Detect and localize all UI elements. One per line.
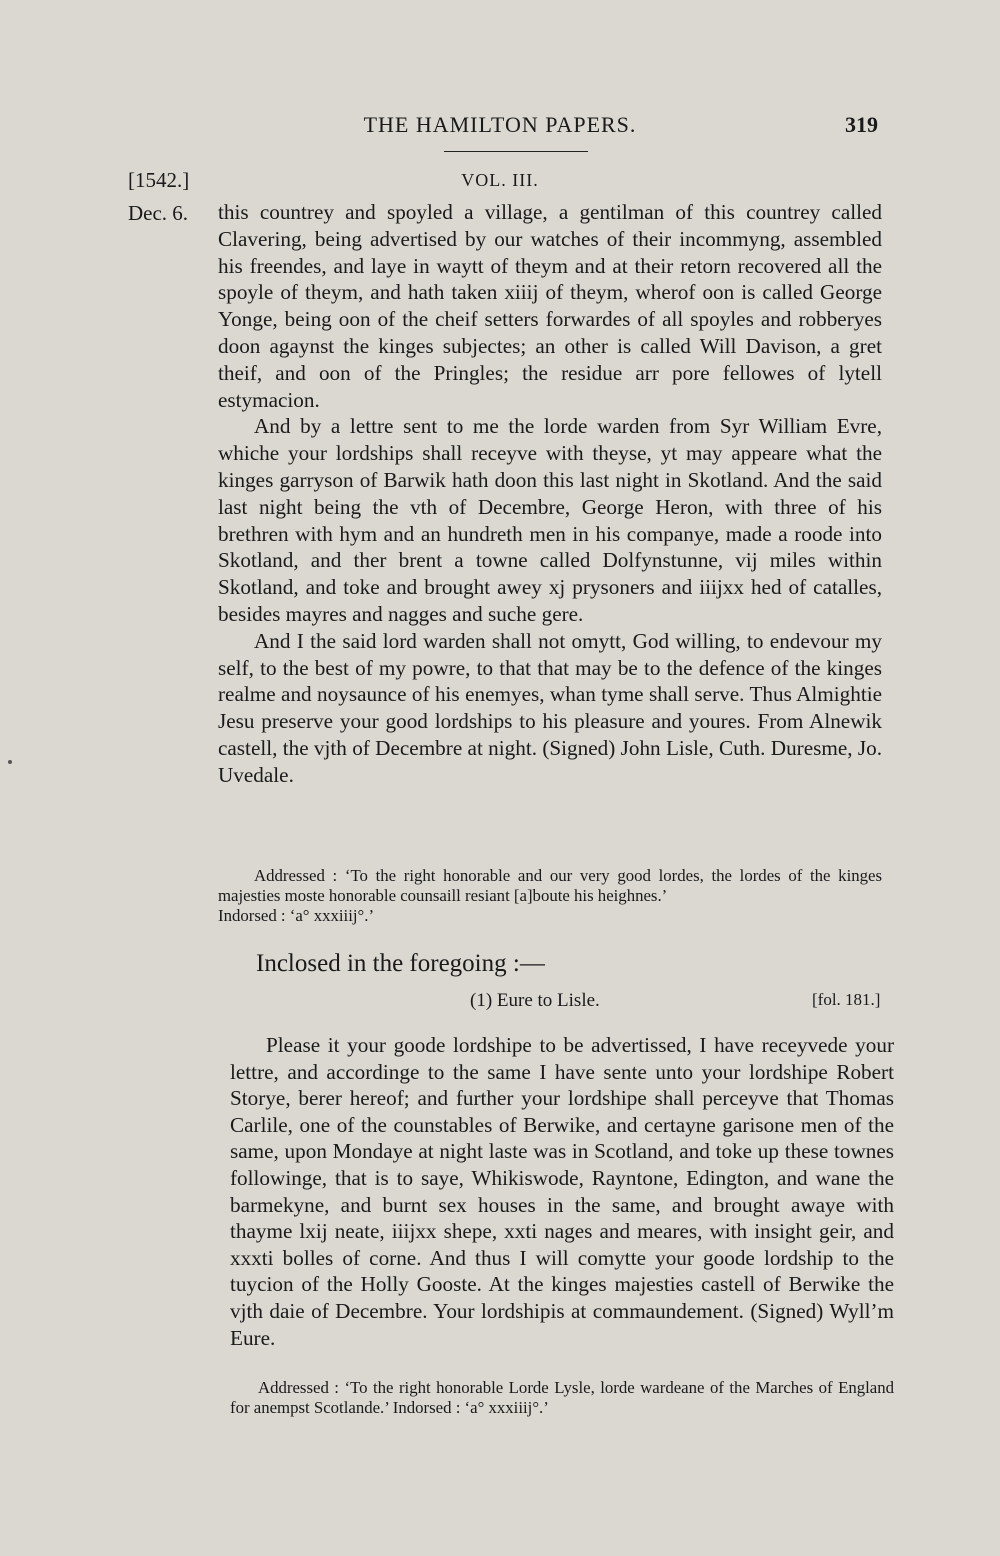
letter-paragraph-2: And by a lettre sent to me the lorde warden from Syr William Evre, whiche your lordships shall receyve with theyse, yt may appeare what the kinges garryson of Barwik hath doon this last night in Skotland. And the said last night being the vth of Decembre, George Heron, with three of his brethren with hym and an hundreth men in his companye, made a roode into Skotland, and ther brent a towne called Dolfynstunne, vij miles within Skotland, and toke and brought awey xj prysoners and iiijxx hed of catalles, besides mayres and nagges and suche gere. [218, 414, 882, 626]
year-label: [1542.] [128, 168, 190, 192]
enclosure-addressed: Addressed : ‘To the right honorable Lorde Lysle, lorde wardeane of the Marches of England for anempst Scotlande.’ Indorsed : ‘a° xxxiiij°.’ [230, 1378, 894, 1417]
enclosure-body [230, 1032, 894, 1351]
header-rule [444, 151, 588, 152]
letter-address-block [218, 866, 882, 926]
letter-indorsed: Indorsed : ‘a° xxxiiij°.’ [218, 906, 375, 925]
enclosure-heading: Inclosed in the foregoing :— [256, 950, 545, 977]
letter-paragraph-1: this countrey and spoyled a village, a gentilman of this countrey called Clavering, being advertised by our watches of their incommyng, assembled his freendes, and laye in waytt of theym and at their retorn recovered all the spoyle of theym, and hath taken xiiij of theym, wherof oon is called George Yonge, being oon of the cheif setters forwardes of all spoyles and robberyes doon agaynst the kinges subjectes; an other is called Will Davison, a gret theif, and oon of the Pringles; the residue arr pore fellowes of lytell estymacion. [218, 200, 882, 412]
running-title: THE HAMILTON PAPERS. [363, 112, 637, 137]
enclosure-address-block [230, 1378, 894, 1418]
letter-paragraph-3: And I the said lord warden shall not omytt, God willing, to endevour my self, to the best of my powre, to that that may be to the defence of the kinges realme and noysaunce of his enemyes, whan tyme shall serve. Thus Almightie Jesu preserve your good lordships to his pleasure and youres. From Alnewik castell, the vjth of Decembre at night. (Signed) John Lisle, Cuth. Duresme, Jo. Uvedale. [218, 628, 882, 787]
volume-label: VOL. III. [461, 170, 539, 190]
margin-speck [8, 760, 12, 764]
enclosure-subheading: (1) Eure to Lisle. [470, 990, 600, 1011]
letter-addressed: Addressed : ‘To the right honorable and our very good lordes, the lordes of the kinges majesties moste honorable counsaill resiant [a]boute his heighnes.’ [218, 866, 882, 905]
letter-body [218, 199, 882, 789]
enclosure-paragraph: Please it your goode lordshipe to be advertissed, I have receyvede your lettre, and accordinge to the same I have sente unto your lordshipe Robert Storye, berer hereof; and further your lordshipe shall perceyve that Thomas Carlile, one of the counstables of Berwike, and certayne garisone men of the same, upon Mondaye at night laste was in Scotland, and toke up these townes followinge, that is to saye, Whikiswode, Rayntone, Edington, and wane the barmekyne, and burnt sex houses in the same, and brought awaye with thayme lxij neate, iiijxx shepe, xxti nages and meares, with insight geir, and xxxti bolles of corne. And thus I will comytte your goode lordship to the tuycion of the Holly Gooste. At the kinges majesties castell of Berwike the vjth daie of Decembre. Your lordshipis at commaundement. (Signed) Wyll’m Eure. [230, 1033, 894, 1350]
margin-date: Dec. 6. [128, 201, 189, 225]
page-number: 319 [845, 112, 878, 137]
enclosure-folio: [fol. 181.] [812, 990, 881, 1009]
